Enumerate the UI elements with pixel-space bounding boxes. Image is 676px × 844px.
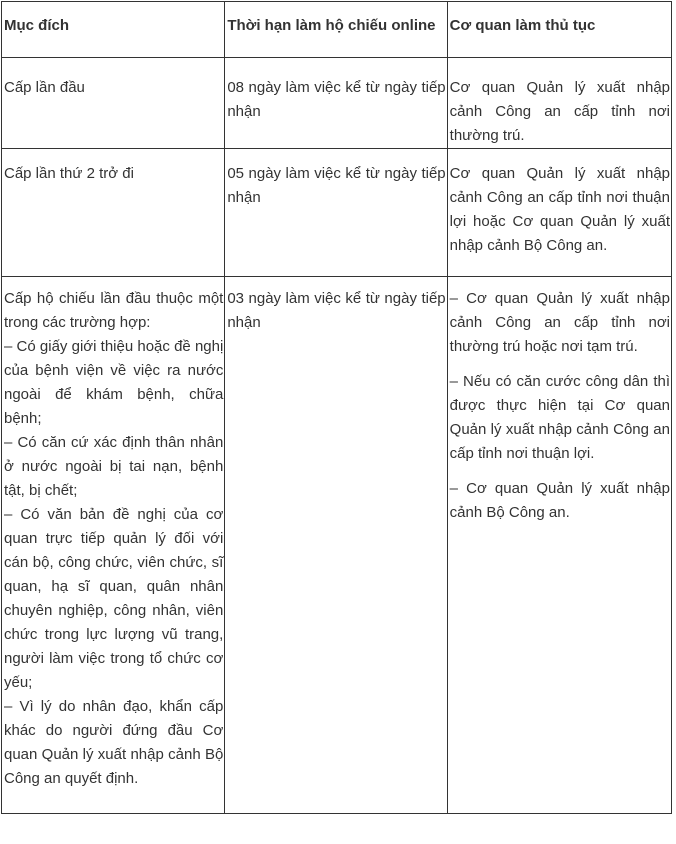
cell-duration: 03 ngày làm việc kể từ ngày tiếp nhận [225, 277, 447, 814]
purpose-case-humanitarian: – Vì lý do nhân đạo, khẩn cấp khác do người đứng đầu Cơ quan Quản lý xuất nhập cảnh Bộ Công an quyết định. [4, 698, 224, 787]
purpose-case-hospital: – Có giấy giới thiệu hoặc đề nghị của bệnh viện về việc ra nước ngoài để khám bệnh, chữa bệnh; [4, 338, 224, 427]
table-row [2, 277, 672, 814]
purpose-intro: Cấp hộ chiếu lần đầu thuộc một trong các trường hợp: [4, 290, 224, 331]
cell-duration: 05 ngày làm việc kể từ ngày tiếp nhận [225, 149, 447, 277]
cell-agency: Cơ quan Quản lý xuất nhập cảnh Công an cấp tỉnh nơi thường trú. [447, 58, 671, 149]
purpose-case-relative: – Có căn cứ xác định thân nhân ở nước ngoài bị tai nạn, bệnh tật, bị chết; [4, 434, 224, 499]
cell-agency [447, 277, 671, 814]
table-row [2, 58, 672, 149]
agency-option-ministry: – Cơ quan Quản lý xuất nhập cảnh Bộ Công an. [449, 480, 670, 521]
header-purpose: Mục đích [2, 2, 225, 58]
agency-option-provincial: – Cơ quan Quản lý xuất nhập cảnh Công an cấp tỉnh nơi thường trú hoặc nơi tạm trú. [449, 290, 670, 355]
agency-option-id-card: – Nếu có căn cước công dân thì được thực hiện tại Cơ quan Quản lý xuất nhập cảnh Công an cấp tỉnh nơi thuận lợi. [449, 373, 670, 462]
purpose-case-official: – Có văn bản đề nghị của cơ quan trực tiếp quản lý đối với cán bộ, công chức, viên chức, sĩ quan, hạ sĩ quan, quân nhân chuyên nghiệp, công nhân, viên chức trong lực lượng vũ trang, người làm việc trong tổ chức cơ yếu; [4, 506, 224, 691]
cell-purpose [2, 277, 225, 814]
cell-agency: Cơ quan Quản lý xuất nhập cảnh Công an cấp tỉnh nơi thuận lợi hoặc Cơ quan Quản lý xuất nhập cảnh Bộ Công an. [447, 149, 671, 277]
table-header-row [2, 2, 672, 58]
table-row [2, 149, 672, 277]
passport-procedure-table [1, 1, 672, 814]
cell-duration: 08 ngày làm việc kể từ ngày tiếp nhận [225, 58, 447, 149]
cell-purpose: Cấp lần đầu [2, 58, 225, 149]
header-agency: Cơ quan làm thủ tục [447, 2, 671, 58]
cell-purpose: Cấp lần thứ 2 trở đi [2, 149, 225, 277]
header-duration: Thời hạn làm hộ chiếu online [225, 2, 447, 58]
